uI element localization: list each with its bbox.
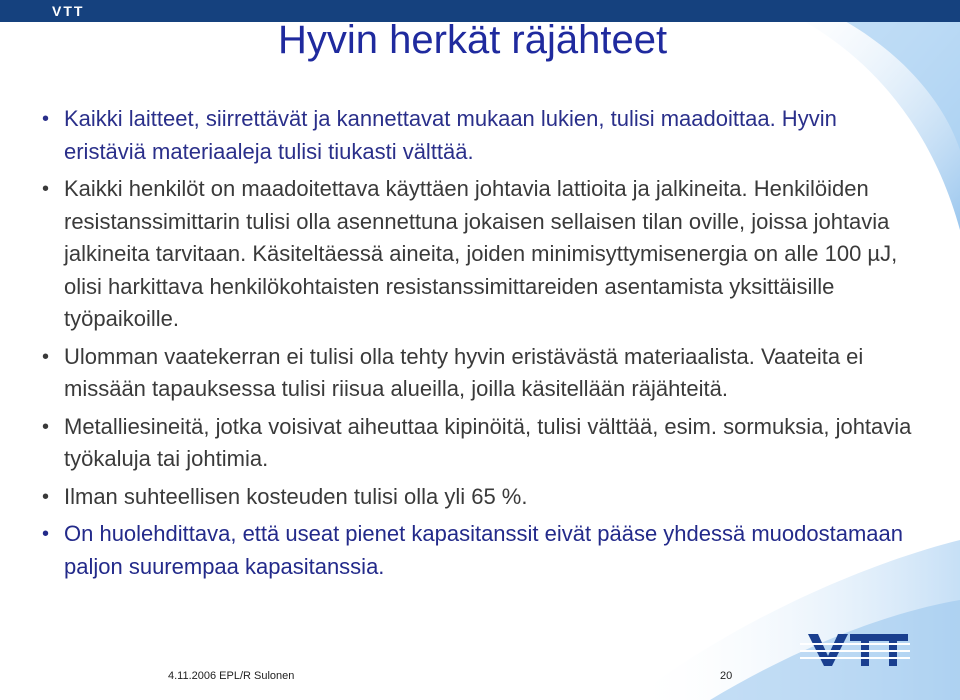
slide-title: Hyvin herkät räjähteet: [278, 18, 668, 62]
brand-label: VTT: [52, 3, 85, 19]
bullet-list: [42, 103, 922, 583]
bullet-item: • Metalliesineitä, jotka voisivat aiheuttaa kipinöitä, tulisi välttää, esim. sormuksia, johtavia työkaluja tai johtimia.: [42, 411, 922, 476]
bullet-item: • Ulomman vaatekerran ei tulisi olla tehty hyvin eristävästä materiaalista. Vaateita ei missään tapauksessa tulisi riisua alueilla, joilla käsitellään räjähteitä.: [42, 341, 922, 406]
vtt-logo-icon: [800, 626, 910, 674]
bullet-item: • Kaikki laitteet, siirrettävät ja kannettavat mukaan lukien, tulisi maadoittaa. Hyvin eristäviä materiaaleja tulisi tiukasti välttää.: [42, 103, 922, 168]
bullet-item: • On huolehdittava, että useat pienet kapasitanssit eivät pääse yhdessä muodostamaan paljon suurempaa kapasitanssia.: [42, 518, 922, 583]
bullet-item: • Kaikki henkilöt on maadoitettava käyttäen johtavia lattioita ja jalkineita. Henkilöiden resistanssimittarin tulisi olla asennettuna jokaisen sellaisen tilan oville, joissa johtavia jalkineita tarvitaan. Käsiteltäessä aineita, joiden minimisyttymisenergia on alle 100 µJ, olisi harkittava henkilökohtaisten resistanssimittareiden asentamista yksittäisille työpaikoille.: [42, 173, 922, 336]
page-number: 20: [720, 670, 733, 682]
bullet-item: • Ilman suhteellisen kosteuden tulisi olla yli 65 %.: [42, 481, 922, 514]
footer-date-author: 4.11.2006 EPL/R Sulonen: [168, 670, 295, 682]
